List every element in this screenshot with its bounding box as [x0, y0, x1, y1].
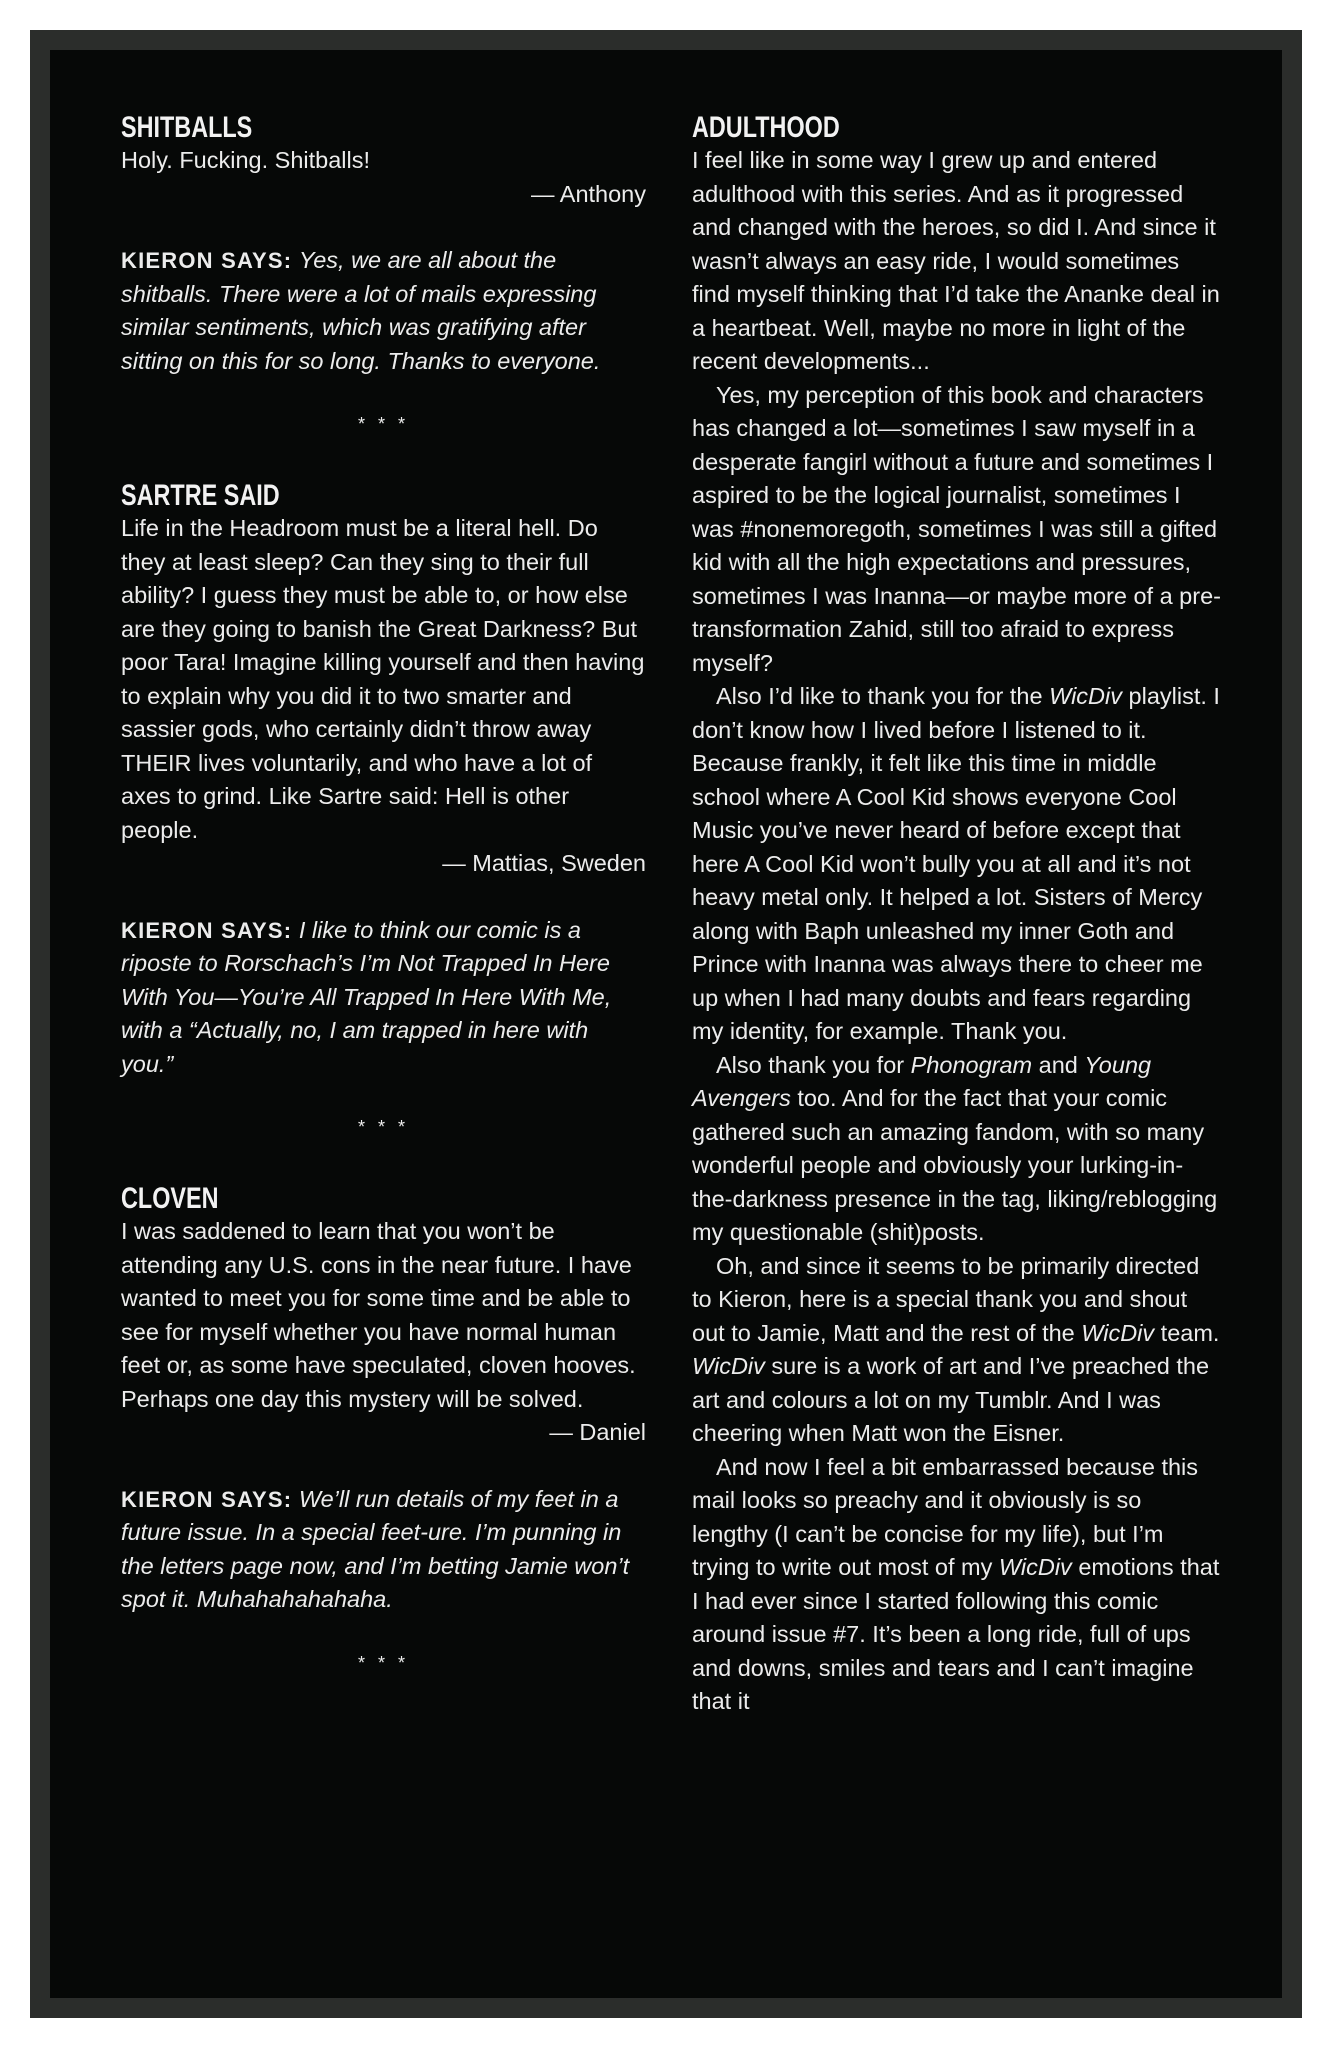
left-column — [121, 110, 646, 1717]
letter-paragraph — [692, 1250, 1222, 1451]
kieron-says — [121, 244, 646, 378]
kieron-says-label: KIERON SAYS: — [121, 248, 293, 273]
title-run: WicDiv — [1081, 1319, 1155, 1346]
letter-heading: ADULTHOOD — [692, 111, 840, 144]
separator: * * * — [357, 1117, 410, 1137]
letter-heading: SARTRE SAID — [121, 479, 280, 512]
text-run: Also thank you for — [716, 1051, 911, 1078]
text-run: And now I feel a bit embarrassed because this mail looks so preachy and it obviously is so lengthy (I can’t be concise for my life), but I’m trying to write out most of my — [692, 1453, 1199, 1580]
kieron-says-label: KIERON SAYS: — [121, 917, 293, 943]
kieron-reply: Yes, we are all about the shitballs. There were a lot of mails expressing similar sentiments, which was gratifying after sitting on this for so long. Thanks to everyone. — [121, 247, 601, 374]
letter-sartre-said — [121, 478, 646, 1081]
kieron-says-label: KIERON SAYS: — [121, 1486, 293, 1512]
right-column — [692, 110, 1222, 1719]
letter-body: I was saddened to learn that you won’t be attending any U.S. cons in the near future. I have wanted to meet you for some time and be able to see for myself whether you have normal human feet or, as some have speculated, cloven hooves. Perhaps one day this mystery will be solved. — [121, 1218, 636, 1412]
text-run: emotions that I had ever since I started following this comic around issue #7. It’s been a long ride, full of ups and downs, smiles and tears and I can’t imagine that it — [692, 1554, 1220, 1714]
letter-heading: SHITBALLS — [121, 111, 253, 144]
text-run: team. — [1154, 1319, 1220, 1346]
letter-body: Holy. Fucking. Shitballs! — [121, 147, 371, 173]
letter-paragraph — [692, 1049, 1222, 1250]
letter-signature: — Daniel — [549, 1419, 646, 1445]
letter-body: Life in the Headroom must be a literal hell. Do they at least sleep? Can they sing to their full ability? I guess they must be able to, or how else are they going to banish the Great Darkness? But poor Tara! Imagine killing yourself and then having to explain why you did it to two smarter and sassier gods, who certainly didn’t throw away THEIR lives voluntarily, and who have a lot of axes to grind. Like Sartre said: Hell is other people. — [121, 515, 645, 843]
kieron-says — [121, 1483, 646, 1617]
separator: * * * — [357, 414, 410, 434]
letter-shitballs — [121, 110, 646, 378]
title-run: WicDiv — [692, 1353, 765, 1379]
letter-paragraph — [692, 1451, 1222, 1719]
title-run: WicDiv — [1049, 683, 1122, 709]
kieron-says — [121, 914, 646, 1082]
letter-paragraph: I feel like in some way I grew up and entered adulthood with this series. And as it progressed and changed with the heroes, so did I. And since it wasn’t always an easy ride, I would sometimes find myself thinking that I’d take the Ananke deal in a heartbeat. Well, maybe no more in light of the recent developments... — [692, 147, 1220, 374]
text-run: sure is a work of art and I’ve preached the art and colours a lot on my Tumblr. And I was cheering when Matt won the Eisner. — [692, 1353, 1210, 1446]
kieron-reply: We’ll run details of my feet in a future issue. In a special feet-ure. I’m punning in the letters page now, and I’m betting Jamie won’t spot it. Muhahahahahaha. — [121, 1485, 630, 1612]
letter-heading: CLOVEN — [121, 1182, 219, 1215]
title-run: Young Avengers — [692, 1051, 1152, 1111]
letter-signature: — Anthony — [531, 180, 646, 207]
title-run: WicDiv — [998, 1554, 1072, 1580]
letter-paragraph: Yes, my perception of this book and characters has changed a lot—sometimes I saw myself in a desperate fangirl without a future and sometimes I aspired to be the logical journalist, sometimes I was #nonemoregoth, sometimes I was still a gifted kid with all the high expectations and pressures, sometimes I was Inanna—or maybe more of a pre-transformation Zahid, still too afraid to express myself? — [692, 381, 1221, 676]
separator: * * * — [357, 1652, 410, 1673]
kieron-reply: I like to think our comic is a riposte to Rorschach’s I’m Not Trapped In Here With You—You’re All Trapped In Here With Me, with a “Actually, no, I am trapped in here with you.” — [121, 916, 612, 1077]
letter-adulthood — [692, 110, 1222, 1719]
text-run: Oh, and since it seems to be primarily directed to Kieron, here is a special thank you and shout out to Jamie, Matt and the rest of the — [692, 1252, 1200, 1346]
text-run: too. And for the fact that your comic gathered such an amazing fandom, with so many wonderful people and obviously your lurking-in-the-darkness presence in the tag, liking/reblogging my questionable (shit)posts. — [692, 1085, 1218, 1245]
letter-paragraph — [692, 680, 1222, 1049]
letter-cloven — [121, 1181, 646, 1617]
text-run: Also I’d like to thank you for the — [716, 683, 1050, 709]
text-run: and — [1032, 1051, 1085, 1078]
letter-signature: — Mattias, Sweden — [442, 850, 646, 876]
title-run: Phonogram — [910, 1051, 1033, 1078]
text-run: playlist. I don’t know how I lived before I listened to it. Because frankly, it felt like this time in middle school where A Cool Kid shows everyone Cool Music you’ve never heard of before except that here A Cool Kid won’t bully you at all and it’s not heavy metal only. It helped a lot. Sisters of Mercy along with Baph unleashed my inner Goth and Prince with Inanna was always there to cheer me up when I had many doubts and fears regarding my identity, for example. Thank you. — [692, 683, 1220, 1044]
